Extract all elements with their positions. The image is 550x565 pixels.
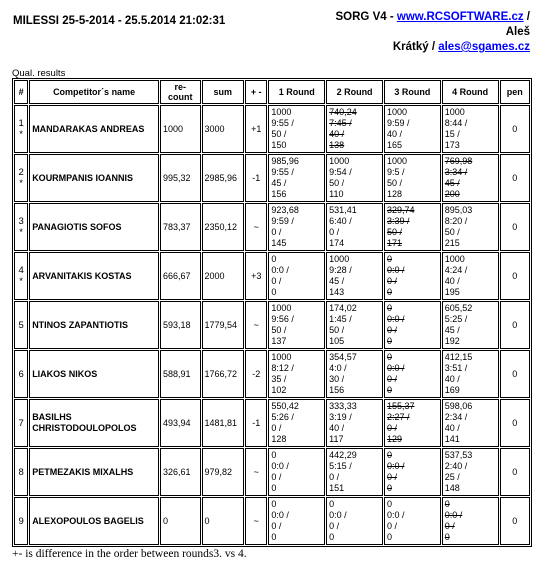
recount-cell: 326,61 — [160, 448, 201, 496]
round-value: 0 — [329, 499, 335, 509]
table-row — [14, 497, 530, 545]
diff-cell: ~ — [245, 497, 267, 545]
round-4-cell — [442, 497, 499, 545]
table-row — [14, 301, 530, 349]
round-1-cell — [268, 154, 325, 202]
round-value: 985,96 — [271, 156, 299, 166]
recount-cell: 995,32 — [160, 154, 201, 202]
round-value: 329,74 — [386, 205, 415, 215]
sum-cell: 2350,12 — [202, 203, 245, 251]
round-value: 0:0 / — [386, 461, 405, 471]
round-4-cell — [442, 154, 499, 202]
recount-cell: 588,91 — [160, 350, 201, 398]
round-value: 9:55 / — [271, 167, 294, 177]
sum-cell: 0 — [202, 497, 245, 545]
competitor-name: PETMEZAKIS MIXALHS — [29, 448, 159, 496]
rank-cell — [14, 497, 28, 545]
round-value: 174,02 — [329, 303, 357, 313]
round-3-cell — [384, 301, 441, 349]
sum-cell: 1779,54 — [202, 301, 245, 349]
round-value: 45 / — [329, 276, 345, 286]
sum-cell: 979,82 — [202, 448, 245, 496]
pen-cell: 0 — [500, 203, 530, 251]
round-value: 442,29 — [329, 450, 357, 460]
rank-cell — [14, 252, 28, 300]
round-value: 45 / — [271, 178, 287, 188]
pen-cell: 0 — [500, 350, 530, 398]
round-value: 2:34 / — [444, 412, 468, 422]
round-1-cell — [268, 252, 325, 300]
round-value: 1000 — [271, 352, 292, 362]
round-value: 40 / — [329, 423, 345, 433]
round-4-cell — [442, 203, 499, 251]
rank-cell — [14, 105, 28, 153]
round-3-cell — [384, 203, 441, 251]
round-value: 0 — [271, 287, 277, 297]
round-value: 151 — [329, 483, 345, 493]
col-header-recount: re-count — [160, 80, 201, 104]
sum-cell: 1481,81 — [202, 399, 245, 447]
col-header-round3: 3 Round — [384, 80, 441, 104]
round-1-cell — [268, 448, 325, 496]
author-email-link[interactable]: ales@sgames.cz — [438, 41, 530, 53]
round-value: 9:54 / — [329, 167, 352, 177]
round-value: 0 / — [386, 276, 397, 286]
col-header-round2: 2 Round — [326, 80, 383, 104]
round-value: 50 / — [271, 129, 287, 139]
recount-cell: 1000 — [160, 105, 201, 153]
sum-cell: 3000 — [202, 105, 245, 153]
diff-cell: ~ — [245, 301, 267, 349]
round-value: 6:40 / — [329, 216, 352, 226]
rank-cell — [14, 203, 28, 251]
round-value: 9:28 / — [329, 265, 352, 275]
round-value: 1:45 / — [329, 314, 352, 324]
round-value: 0 — [271, 450, 277, 460]
round-value: 333,33 — [329, 401, 357, 411]
competitor-name: ALEXOPOULOS BAGELIS — [29, 497, 159, 545]
diff-cell: -2 — [245, 350, 267, 398]
round-value: 0 / — [329, 521, 340, 531]
round-value: 0 — [386, 385, 392, 395]
col-header-rank: # — [14, 80, 28, 104]
round-value: 128 — [271, 434, 287, 444]
rank-number: 8 — [18, 466, 24, 478]
round-value: 0 — [329, 532, 335, 542]
round-value: 3:39 / — [386, 216, 410, 226]
round-value: 195 — [444, 287, 460, 297]
competitor-name: PANAGIOTIS SOFOS — [29, 203, 159, 251]
round-value: 102 — [271, 385, 287, 395]
round-value: 598,06 — [444, 401, 473, 411]
competitor-name: ARVANITAKIS KOSTAS — [29, 252, 159, 300]
round-value: 0 / — [271, 276, 282, 286]
round-value: 9:5 / — [386, 167, 405, 177]
round-value: 105 — [329, 336, 345, 346]
round-value: 0 — [386, 450, 392, 460]
round-value: 0 — [271, 499, 277, 509]
round-value: 30 / — [329, 374, 345, 384]
col-header-round4: 4 Round — [442, 80, 499, 104]
round-value: 5:15 / — [329, 461, 352, 471]
round-value: 2:40 / — [444, 461, 468, 471]
pen-cell: 0 — [500, 154, 530, 202]
sum-cell: 1766,72 — [202, 350, 245, 398]
round-2-cell — [326, 154, 383, 202]
recount-cell: 493,94 — [160, 399, 201, 447]
software-link[interactable]: www.RCSOFTWARE.cz — [396, 11, 524, 23]
round-value: 1000 — [271, 107, 292, 117]
diff-cell: +3 — [245, 252, 267, 300]
round-value: 5:25 / — [444, 314, 468, 324]
rank-mark: * — [19, 129, 23, 140]
round-4-cell — [442, 105, 499, 153]
round-1-cell — [268, 497, 325, 545]
recount-cell: 593,18 — [160, 301, 201, 349]
round-value: 156 — [271, 189, 287, 199]
software-suffix: / Aleš — [505, 11, 530, 38]
rank-number: 4 — [18, 265, 24, 276]
round-3-cell — [384, 154, 441, 202]
round-2-cell — [326, 203, 383, 251]
rank-cell — [14, 301, 28, 349]
round-value: 0 — [386, 254, 392, 264]
round-value: 923,68 — [271, 205, 299, 215]
round-value: 0 / — [386, 521, 397, 531]
round-value: 0:0 / — [386, 314, 405, 324]
round-value: 9:59 / — [271, 216, 294, 226]
round-value: 1000 — [386, 156, 407, 166]
round-value: 1000 — [444, 107, 465, 117]
round-value: 0 / — [386, 325, 397, 335]
pen-cell: 0 — [500, 448, 530, 496]
round-4-cell — [442, 350, 499, 398]
round-value: 9:59 / — [386, 118, 410, 128]
round-value: 35 / — [271, 374, 287, 384]
round-value: 155,37 — [386, 401, 415, 411]
round-value: 769,98 — [444, 156, 473, 166]
competitor-name: BASILHS CHRISTODOULOPOLOS — [29, 399, 159, 447]
round-3-cell — [384, 252, 441, 300]
round-value: 1000 — [386, 107, 407, 117]
recount-cell: 0 — [160, 497, 201, 545]
round-value: 0 / — [386, 423, 397, 433]
round-value: 1000 — [329, 156, 350, 166]
header-row — [14, 80, 530, 104]
round-value: 0 / — [271, 423, 282, 433]
round-value: 7:45 / — [329, 118, 352, 128]
round-value: 8:12 / — [271, 363, 294, 373]
round-value: 1000 — [329, 254, 350, 264]
round-value: 141 — [444, 434, 460, 444]
round-2-cell — [326, 399, 383, 447]
section-title: Qual. results — [12, 68, 66, 79]
competitor-name: MANDARAKAS ANDREAS — [29, 105, 159, 153]
round-value: 9:55 / — [271, 118, 294, 128]
round-value: 45 / — [444, 325, 460, 335]
sum-cell: 2985,96 — [202, 154, 245, 202]
round-4-cell — [442, 399, 499, 447]
round-value: 531,41 — [329, 205, 357, 215]
software-prefix: SORG V4 - — [335, 11, 397, 23]
diff-cell: ~ — [245, 203, 267, 251]
round-1-cell — [268, 350, 325, 398]
table-row — [14, 350, 530, 398]
pen-cell: 0 — [500, 105, 530, 153]
rank-mark: * — [19, 178, 23, 189]
table-row — [14, 154, 530, 202]
round-2-cell — [326, 350, 383, 398]
round-value: 3:34 / — [444, 167, 468, 177]
round-value: 171 — [386, 238, 402, 248]
round-value: 0 / — [386, 472, 397, 482]
competitor-name: LIAKOS NIKOS — [29, 350, 159, 398]
table-row — [14, 105, 530, 153]
round-value: 0 — [271, 532, 277, 542]
author-prefix: Krátký / — [392, 41, 439, 53]
round-2-cell — [326, 252, 383, 300]
pen-cell: 0 — [500, 399, 530, 447]
round-value: 50 / — [386, 227, 402, 237]
round-value: 169 — [444, 385, 460, 395]
round-value: 0 / — [444, 521, 455, 531]
round-1-cell — [268, 399, 325, 447]
recount-cell: 666,67 — [160, 252, 201, 300]
round-value: 40 / — [444, 374, 460, 384]
results-table — [12, 78, 532, 547]
rank-cell — [14, 399, 28, 447]
round-2-cell — [326, 105, 383, 153]
round-value: 0 — [386, 336, 392, 346]
round-value: 3:19 / — [329, 412, 352, 422]
round-value: 148 — [444, 483, 460, 493]
pen-cell: 0 — [500, 252, 530, 300]
round-value: 129 — [386, 434, 402, 444]
table-row — [14, 399, 530, 447]
competitor-name: NTINOS ZAPANTIOTIS — [29, 301, 159, 349]
round-value: 0 — [386, 483, 392, 493]
round-1-cell — [268, 203, 325, 251]
round-3-cell — [384, 105, 441, 153]
rank-number: 1 — [18, 118, 24, 129]
round-value: 0 — [386, 287, 392, 297]
round-4-cell — [442, 301, 499, 349]
round-4-cell — [442, 448, 499, 496]
rank-mark: * — [19, 276, 23, 287]
rank-number: 6 — [18, 368, 24, 380]
round-value: 412,15 — [444, 352, 473, 362]
round-value: 550,42 — [271, 401, 299, 411]
rank-number: 7 — [18, 417, 24, 429]
round-value: 143 — [329, 287, 345, 297]
round-value: 740,24 — [329, 107, 357, 117]
round-value: 0:0 / — [386, 363, 405, 373]
col-header-sum: sum — [202, 80, 245, 104]
table-row — [14, 448, 530, 496]
round-value: 0:0 / — [271, 265, 289, 275]
round-value: 0:0 / — [444, 510, 463, 520]
pen-cell: 0 — [500, 301, 530, 349]
round-value: 0 / — [271, 472, 282, 482]
round-value: 174 — [329, 238, 345, 248]
round-value: 605,52 — [444, 303, 473, 313]
round-value: 50 / — [329, 178, 345, 188]
round-2-cell — [326, 497, 383, 545]
round-value: 5:26 / — [271, 412, 294, 422]
rank-number: 2 — [18, 167, 24, 178]
diff-cell: +1 — [245, 105, 267, 153]
round-value: 2:27 / — [386, 412, 410, 422]
col-header-name: Competitor´s name — [29, 80, 159, 104]
round-value: 50 / — [386, 178, 402, 188]
round-value: 0 — [386, 499, 392, 509]
round-value: 0 / — [271, 521, 282, 531]
round-3-cell — [384, 448, 441, 496]
round-value: 192 — [444, 336, 460, 346]
round-value: 0 — [444, 499, 450, 509]
rank-cell — [14, 448, 28, 496]
round-3-cell — [384, 350, 441, 398]
round-value: 156 — [329, 385, 345, 395]
round-value: 138 — [329, 140, 345, 150]
round-value: 0:0 / — [329, 510, 347, 520]
round-3-cell — [384, 399, 441, 447]
col-header-diff: + - — [245, 80, 267, 104]
round-value: 0:0 / — [271, 461, 289, 471]
rank-number: 5 — [18, 319, 24, 331]
round-value: 40 / — [329, 129, 345, 139]
sum-cell: 2000 — [202, 252, 245, 300]
round-value: 173 — [444, 140, 460, 150]
diff-cell: -1 — [245, 154, 267, 202]
round-value: 537,53 — [444, 450, 473, 460]
round-value: 0:0 / — [386, 265, 405, 275]
rank-cell — [14, 350, 28, 398]
round-value: 50 / — [444, 227, 460, 237]
round-value: 145 — [271, 238, 287, 248]
round-value: 40 / — [386, 129, 402, 139]
round-value: 0 / — [386, 374, 397, 384]
round-value: 0:0 / — [386, 510, 405, 520]
round-value: 1000 — [444, 254, 465, 264]
round-value: 50 / — [271, 325, 287, 335]
round-value: 8:44 / — [444, 118, 468, 128]
round-2-cell — [326, 448, 383, 496]
round-value: 354,57 — [329, 352, 357, 362]
round-value: 0 — [444, 532, 450, 542]
round-value: 8:20 / — [444, 216, 468, 226]
footnote: +- is difference in the order between rounds3. vs 4. — [12, 548, 247, 560]
round-value: 895,03 — [444, 205, 473, 215]
round-4-cell — [442, 252, 499, 300]
round-value: 50 / — [329, 325, 345, 335]
recount-cell: 783,37 — [160, 203, 201, 251]
competitor-name: KOURMPANIS IOANNIS — [29, 154, 159, 202]
round-value: 40 / — [444, 423, 460, 433]
round-value: 150 — [271, 140, 287, 150]
rank-mark: * — [19, 227, 23, 238]
diff-cell: ~ — [245, 448, 267, 496]
round-value: 0 / — [329, 227, 340, 237]
round-value: 0 — [386, 303, 392, 313]
table-row — [14, 203, 530, 251]
round-1-cell — [268, 301, 325, 349]
event-title: MILESSI 25-5-2014 - 25.5.2014 21:02:31 — [13, 15, 226, 27]
rank-number: 3 — [18, 216, 24, 227]
round-value: 0 — [386, 532, 392, 542]
round-value: 0 — [271, 254, 277, 264]
round-value: 117 — [329, 434, 344, 444]
round-value: 25 / — [444, 472, 460, 482]
pen-cell: 0 — [500, 497, 530, 545]
round-value: 45 / — [444, 178, 460, 188]
diff-cell: -1 — [245, 399, 267, 447]
col-header-round1: 1 Round — [268, 80, 325, 104]
round-value: 15 / — [444, 129, 460, 139]
round-value: 165 — [386, 140, 402, 150]
round-2-cell — [326, 301, 383, 349]
round-value: 0 / — [329, 472, 340, 482]
round-value: 0 / — [271, 227, 282, 237]
round-value: 215 — [444, 238, 460, 248]
round-value: 4:24 / — [444, 265, 468, 275]
round-value: 200 — [444, 189, 460, 199]
software-credit — [320, 10, 530, 55]
table-row — [14, 252, 530, 300]
round-value: 128 — [386, 189, 402, 199]
round-value: 0 — [271, 483, 277, 493]
round-3-cell — [384, 497, 441, 545]
round-value: 1000 — [271, 303, 292, 313]
round-value: 0 — [386, 352, 392, 362]
round-value: 0:0 / — [271, 510, 289, 520]
round-1-cell — [268, 105, 325, 153]
round-value: 9:56 / — [271, 314, 294, 324]
rank-number: 9 — [18, 515, 24, 527]
round-value: 137 — [271, 336, 287, 346]
col-header-pen: pen — [500, 80, 530, 104]
round-value: 110 — [329, 189, 344, 199]
round-value: 4:0 / — [329, 363, 347, 373]
rank-cell — [14, 154, 28, 202]
round-value: 3:51 / — [444, 363, 468, 373]
round-value: 40 / — [444, 276, 460, 286]
